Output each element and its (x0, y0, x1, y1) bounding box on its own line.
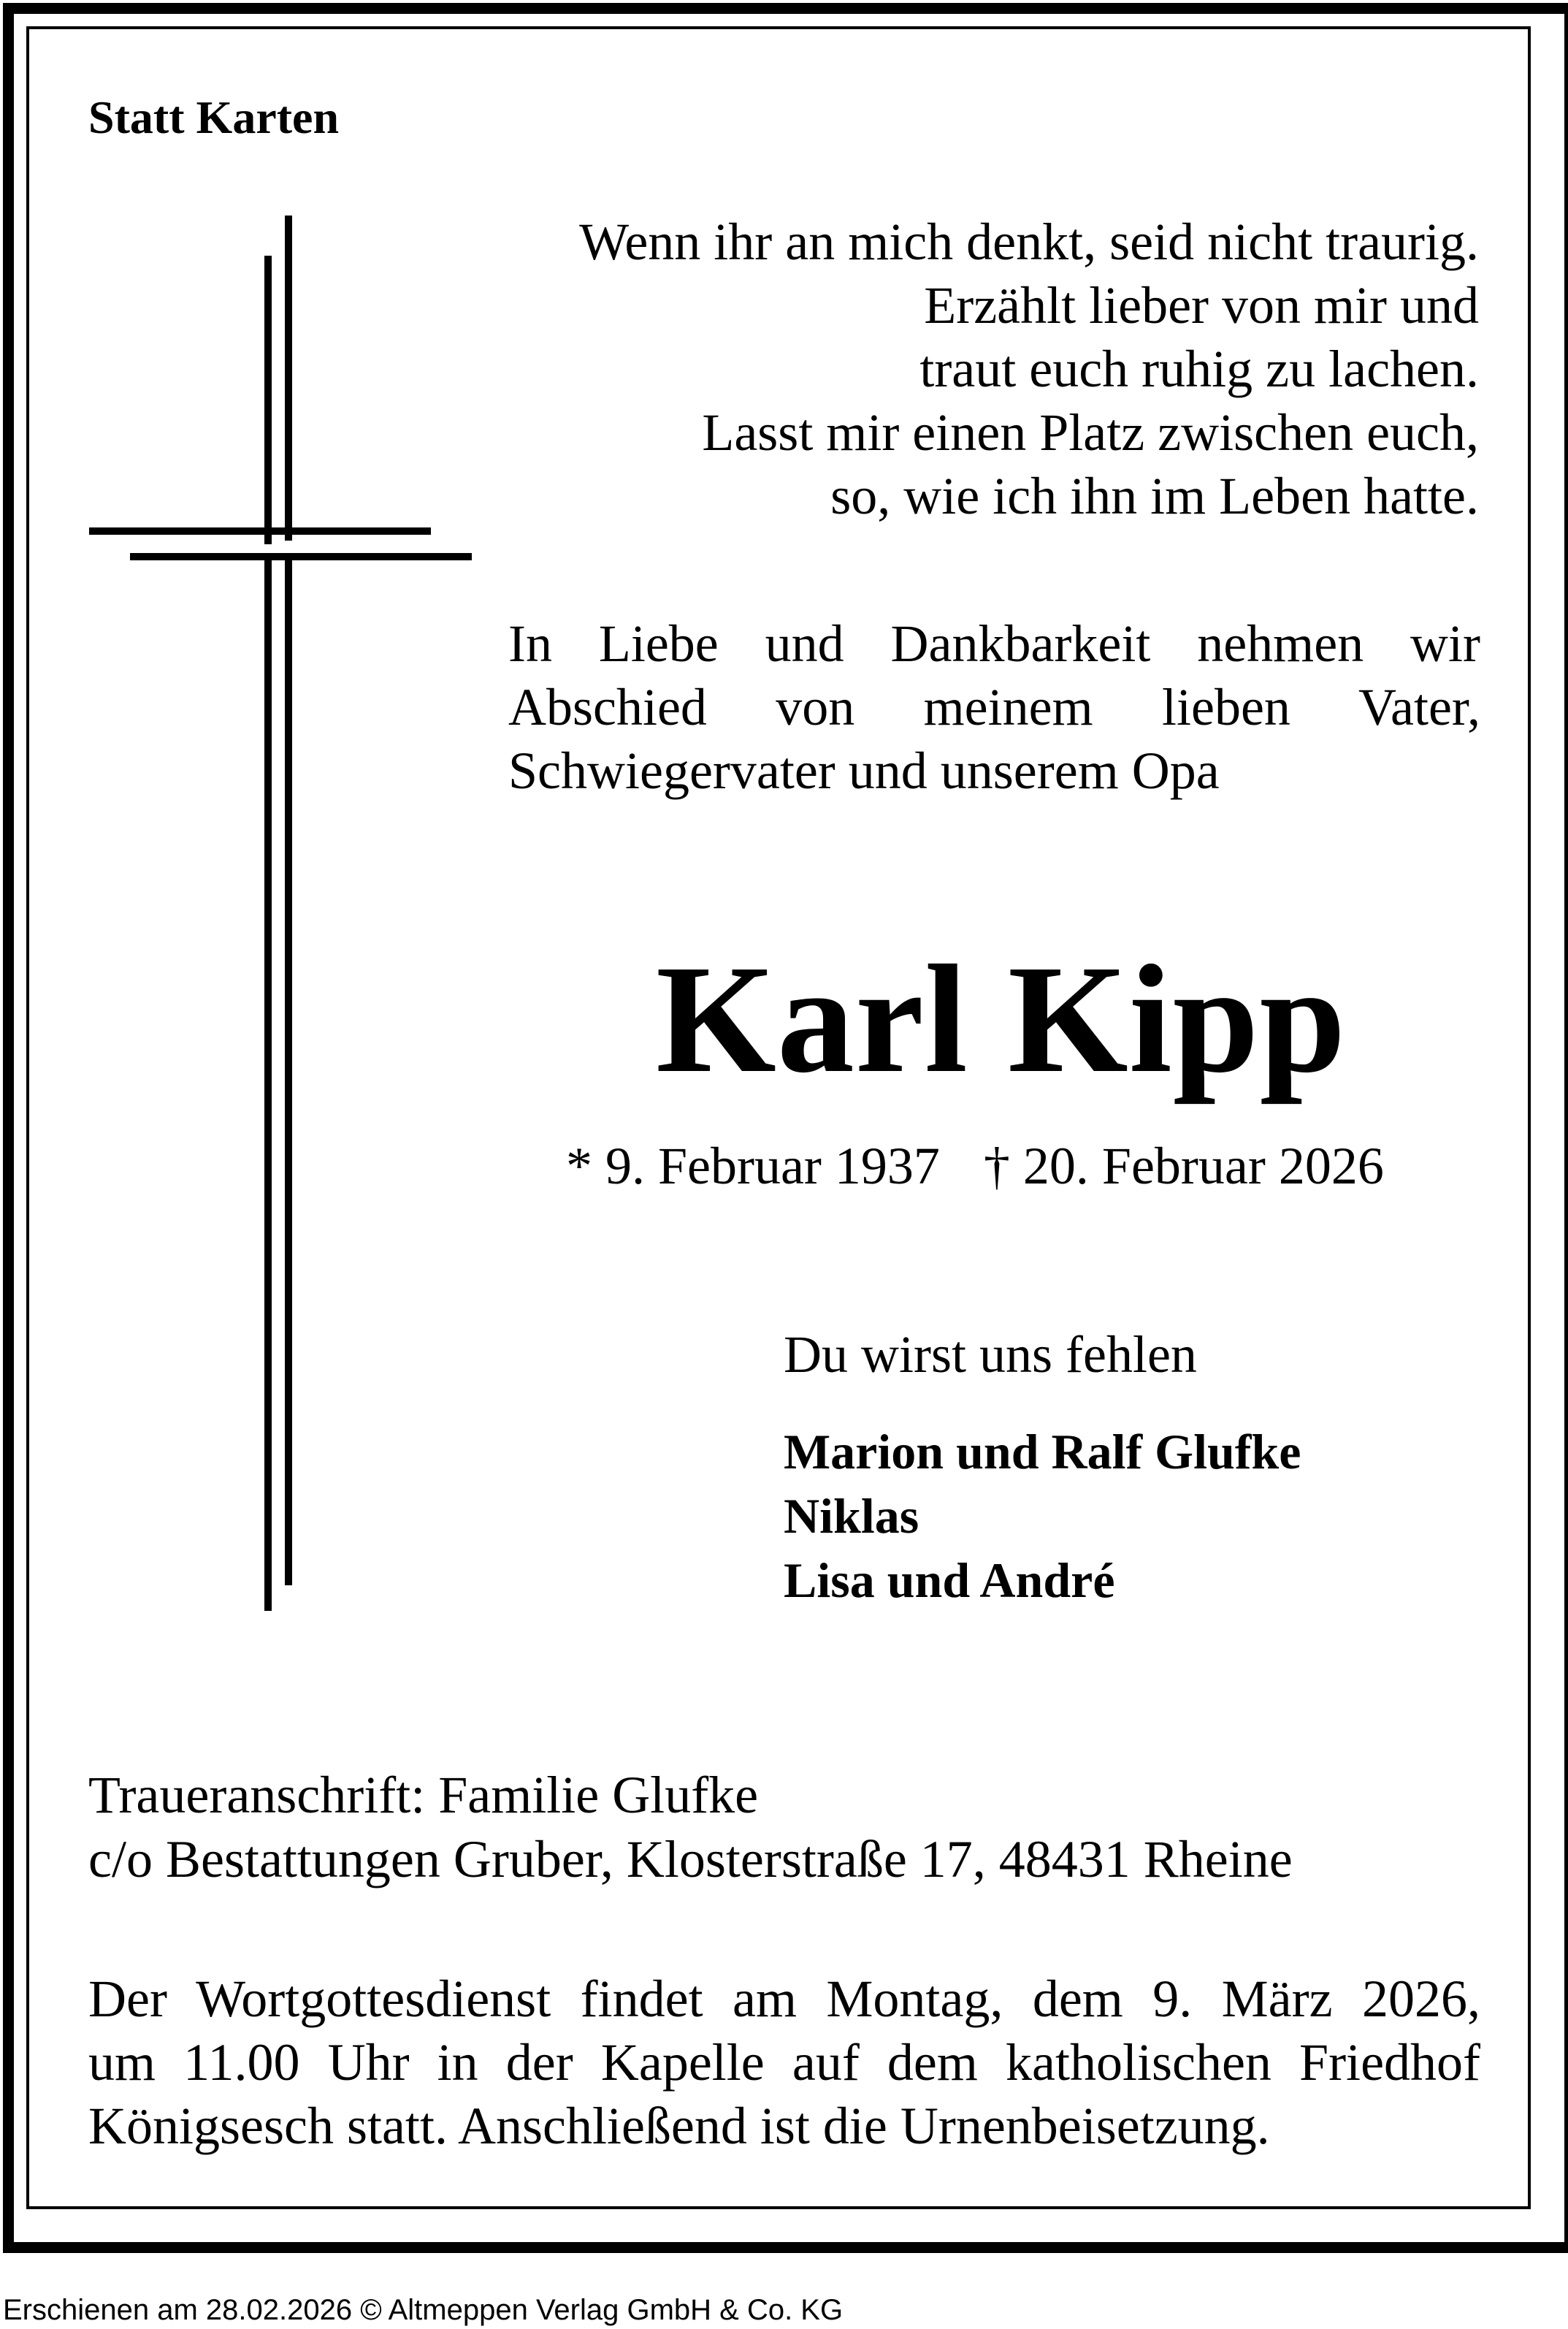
birth-date: * 9. Februar 1937 (566, 1137, 940, 1195)
intro-line: Abschied von meinem lieben Vater, (508, 678, 1480, 736)
address-line: c/o Bestattungen Gruber, Klosterstraße 17, 48431 Rheine (88, 1830, 1293, 1888)
death-date: † 20. Februar 2026 (983, 1137, 1384, 1195)
intro-line: In Liebe und Dankbarkeit nehmen wir (508, 614, 1480, 673)
service-line: um 11.00 Uhr in der Kapelle auf dem katholischen Friedhof (88, 2033, 1480, 2092)
poem-line: Lasst mir einen Platz zwischen euch, (702, 403, 1479, 462)
life-dates (566, 1136, 1384, 1197)
family-member: Lisa und André (784, 1552, 1115, 1608)
family-member: Niklas (784, 1488, 919, 1544)
farewell-line: Du wirst uns fehlen (784, 1325, 1197, 1384)
poem-line: traut euch ruhig zu lachen. (919, 340, 1479, 398)
header-statt-karten: Statt Karten (88, 91, 340, 143)
intro-line: Schwiegervater und unserem Opa (508, 742, 1220, 800)
deceased-name: Karl Kipp (656, 933, 1347, 1105)
poem-line: Wenn ihr an mich denkt, seid nicht traurig. (579, 213, 1479, 271)
publication-footer: Erschienen am 28.02.2026 © Altmeppen Verlag GmbH & Co. KG (3, 2294, 844, 2326)
service-line: Königsesch statt. Anschließend ist die Urnenbeisetzung. (88, 2097, 1270, 2155)
address-line: Traueranschrift: Familie Glufke (88, 1766, 759, 1824)
service-line: Der Wortgottesdienst findet am Montag, dem 9. März 2026, (88, 1970, 1480, 2028)
poem-line: Erzählt lieber von mir und (924, 276, 1479, 335)
poem-line: so, wie ich ihn im Leben hatte. (830, 467, 1479, 525)
family-member: Marion und Ralf Glufke (784, 1424, 1301, 1479)
